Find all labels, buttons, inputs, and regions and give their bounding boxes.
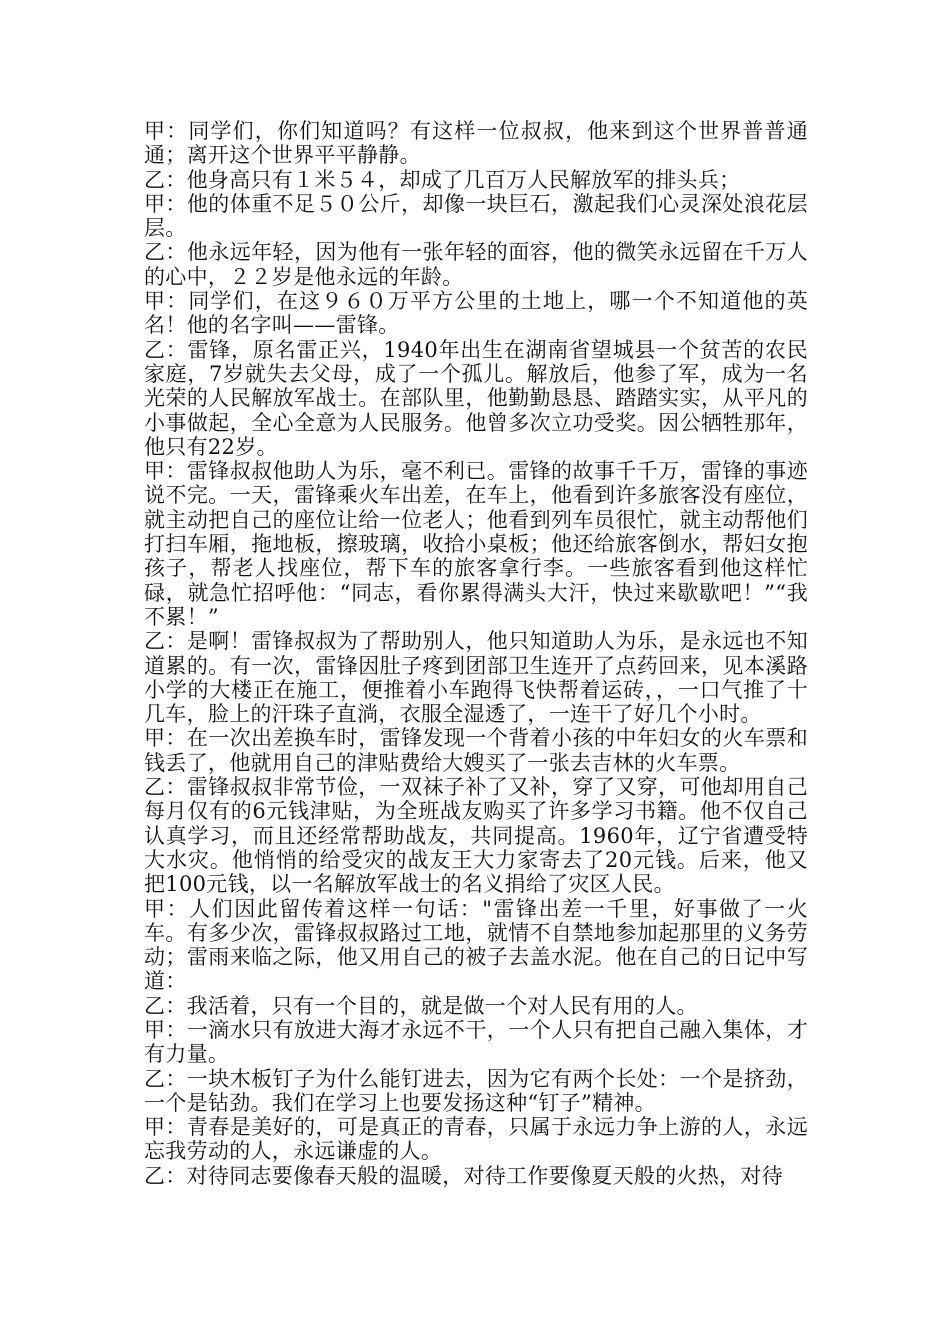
- dialogue-line: 甲：一滴水只有放进大海才永远不干，一个人只有把自己融入集体，才有力量。: [144, 1017, 808, 1067]
- dialogue-line: 甲：同学们，在这９６０万平方公里的土地上，哪一个不知道他的英名！他的名字叫——雷锋。: [144, 289, 808, 338]
- dialogue-line: 甲：雷锋叔叔他助人为乐，毫不利已。雷锋的故事千千万，雷锋的事迹说不完。一天，雷锋乘火车出差，在车上，他看到许多旅客没有座位，就主动把自己的座位让给一位老人；他看到列车员很忙，就主动帮他们打扫车厢，拖地板，擦玻璃，收拾小桌板；他还给旅客倒水，帮妇女抱孩子，帮老人找座位，帮下车的旅客拿行李。一些旅客看到他这样忙碌，就急忙招呼他：“同志，看你累得满头大汗，快过来歇歇吧！”“我不累！”: [144, 459, 808, 629]
- dialogue-line: 乙：雷锋，原名雷正兴，1940年出生在湖南省望城县一个贫苦的农民家庭，7岁就失去父母，成了一个孤儿。解放后，他参了军，成为一名光荣的人民解放军战士。在部队里，他勤勤恳恳、踏踏实实，从平凡的小事做起，全心全意为人民服务。他曾多次立功受奖。因公牺牲那年，他只有22岁。: [144, 337, 808, 459]
- dialogue-line: 乙：我活着，只有一个目的，就是做一个对人民有用的人。: [144, 993, 698, 1018]
- dialogue-line: 甲：他的体重不足５０公斤，却像一块巨石，激起我们心灵深处浪花层层。: [144, 191, 808, 241]
- dialogue-line: 乙：是啊！雷锋叔叔为了帮助别人，他只知道助人为乐，是永远也不知道累的。有一次，雷锋因肚子疼到团部卫生连开了点药回来，见本溪路小学的大楼正在施工，便推着小车跑得飞快帮着运砖，，一口气推了十几车，脸上的汗珠子直淌，衣服全湿透了，一连干了好几个小时。: [144, 629, 808, 727]
- dialogue-line: 甲：青春是美好的，可是真正的青春，只属于永远力争上游的人，永远忘我劳动的人，永远谦虚的人。: [144, 1115, 808, 1164]
- dialogue-line: 乙：他永远年轻，因为他有一张年轻的面容，他的微笑永远留在千万人的心中，２２岁是他永远的年龄。: [144, 240, 808, 289]
- dialogue-line: 甲：同学们，你们知道吗？有这样一位叔叔，他来到这个世界普普通通；离开这个世界平平静静。: [144, 119, 808, 168]
- dialogue-line: 甲：人们因此留传着这样一句话："雷锋出差一千里，好事做了一火车。有多少次，雷锋叔叔路过工地，就情不自禁地参加起那里的义务劳动；雷雨来临之际，他又用自己的被子去盖水泥。他在自己的日记中写道：: [144, 896, 808, 994]
- dialogue-text: [144, 119, 808, 1188]
- dialogue-line: 乙：雷锋叔叔非常节俭，一双袜子补了又补，穿了又穿，可他却用自己每月仅有的6元钱津贴，为全班战友购买了许多学习书籍。他不仅自己认真学习，而且还经常帮助战友，共同提高。1960年，辽宁省遭受特大水灾。他悄悄的给受灾的战友王大力家寄去了20元钱。后来，他又把100元钱，以一名解放军战士的名义捐给了灾区人民。: [144, 775, 808, 897]
- dialogue-line: 乙：他身高只有１米５４，却成了几百万人民解放军的排头兵；: [144, 167, 741, 192]
- dialogue-line: 乙：一块木板钉子为什么能钉进去，因为它有两个长处：一个是挤劲，一个是钻劲。我们在学习上也要发扬这种“钉子”精神。: [144, 1066, 808, 1115]
- dialogue-line: 乙：对待同志要像春天般的温暖，对待工作要像夏天般的火热，对待: [144, 1163, 783, 1188]
- dialogue-line: 甲：在一次出差换车时，雷锋发现一个背着小孩的中年妇女的火车票和钱丢了，他就用自己的津贴费给大嫂买了一张去吉林的火车票。: [144, 726, 808, 775]
